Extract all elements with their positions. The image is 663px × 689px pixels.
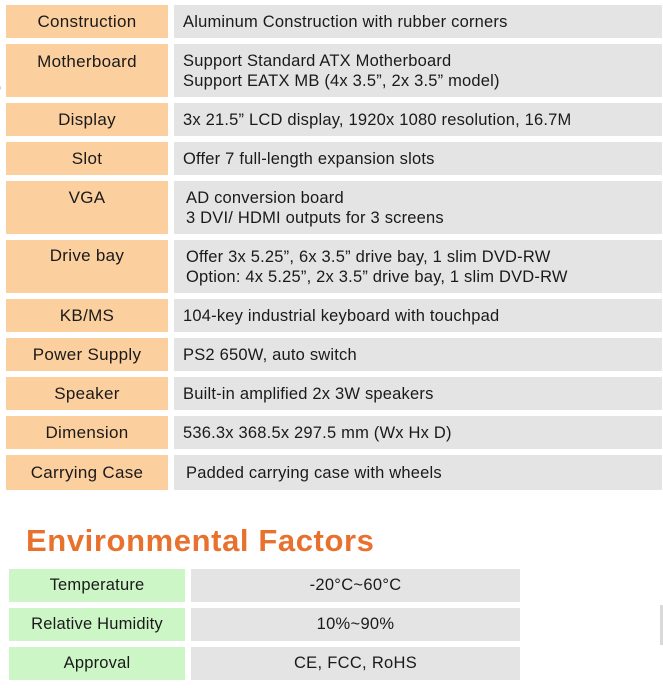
spec-label: VGA	[6, 181, 168, 234]
spec-value-line: 3 DVI/ HDMI outputs for 3 screens	[186, 208, 444, 227]
env-label: Temperature	[9, 569, 185, 602]
spec-row-slot	[6, 142, 662, 175]
spec-row-display	[6, 103, 662, 136]
spec-label: Power Supply	[6, 338, 168, 371]
spec-value	[174, 44, 662, 97]
spec-value-line: 3x 21.5” LCD display, 1920x 1080 resolution, 16.7M	[183, 110, 572, 129]
spec-label: Carrying Case	[6, 455, 168, 490]
spec-row-kb-ms	[6, 299, 662, 332]
spec-value-line: Offer 7 full-length expansion slots	[183, 149, 435, 168]
spec-value-line: PS2 650W, auto switch	[183, 345, 357, 364]
env-value: 10%~90%	[191, 608, 520, 641]
spec-label: Dimension	[6, 416, 168, 449]
spec-label: Speaker	[6, 377, 168, 410]
spec-row-power-supply	[6, 338, 662, 371]
spec-value	[174, 338, 662, 371]
spec-row-dimension	[6, 416, 662, 449]
spec-row-motherboard	[6, 44, 662, 97]
spec-row-carrying-case	[6, 455, 662, 490]
spec-value	[174, 299, 662, 332]
spec-row-vga	[6, 181, 662, 234]
spec-value	[174, 377, 662, 410]
spec-label: Display	[6, 103, 168, 136]
env-row-temperature	[9, 569, 520, 602]
spec-label: Drive bay	[6, 240, 168, 293]
spec-value-line: Built-in amplified 2x 3W speakers	[183, 384, 434, 403]
spec-value-line: 104-key industrial keyboard with touchpad	[183, 306, 500, 325]
spec-value-line: Support Standard ATX Motherboard	[183, 51, 452, 70]
spec-value	[174, 416, 662, 449]
spec-row-speaker	[6, 377, 662, 410]
spec-value	[174, 142, 662, 175]
env-row-relative-humidity	[9, 608, 520, 641]
spec-value-line: Aluminum Construction with rubber corners	[183, 12, 508, 31]
section-title-environmental: Environmental Factors	[26, 523, 375, 558]
edge-fragment	[0, 80, 1, 94]
spec-row-drive-bay	[6, 240, 662, 293]
spec-label: KB/MS	[6, 299, 168, 332]
spec-value-line: Padded carrying case with wheels	[186, 463, 442, 482]
spec-value	[174, 181, 662, 234]
spec-value-line: Support EATX MB (4x 3.5”, 2x 3.5” model)	[183, 71, 500, 90]
spec-label: Slot	[6, 142, 168, 175]
env-label: Approval	[9, 647, 185, 680]
spec-value	[174, 103, 662, 136]
spec-value-line: 536.3x 368.5x 297.5 mm (Wx Hx D)	[183, 423, 452, 442]
spec-value	[174, 455, 662, 490]
env-row-approval	[9, 647, 520, 680]
spec-label: Motherboard	[6, 44, 168, 97]
spec-value	[174, 240, 662, 293]
env-value: -20°C~60°C	[191, 569, 520, 602]
spec-value	[174, 5, 662, 38]
env-label: Relative Humidity	[9, 608, 185, 641]
spec-value-line: Offer 3x 5.25”, 6x 3.5” drive bay, 1 slim DVD-RW	[186, 247, 551, 266]
spec-value-line: AD conversion board	[186, 188, 344, 207]
spec-row-construction	[6, 5, 662, 38]
spec-label: Construction	[6, 5, 168, 38]
spec-value-line: Option: 4x 5.25”, 2x 3.5” drive bay, 1 slim DVD-RW	[186, 267, 568, 286]
env-value: CE, FCC, RoHS	[191, 647, 520, 680]
